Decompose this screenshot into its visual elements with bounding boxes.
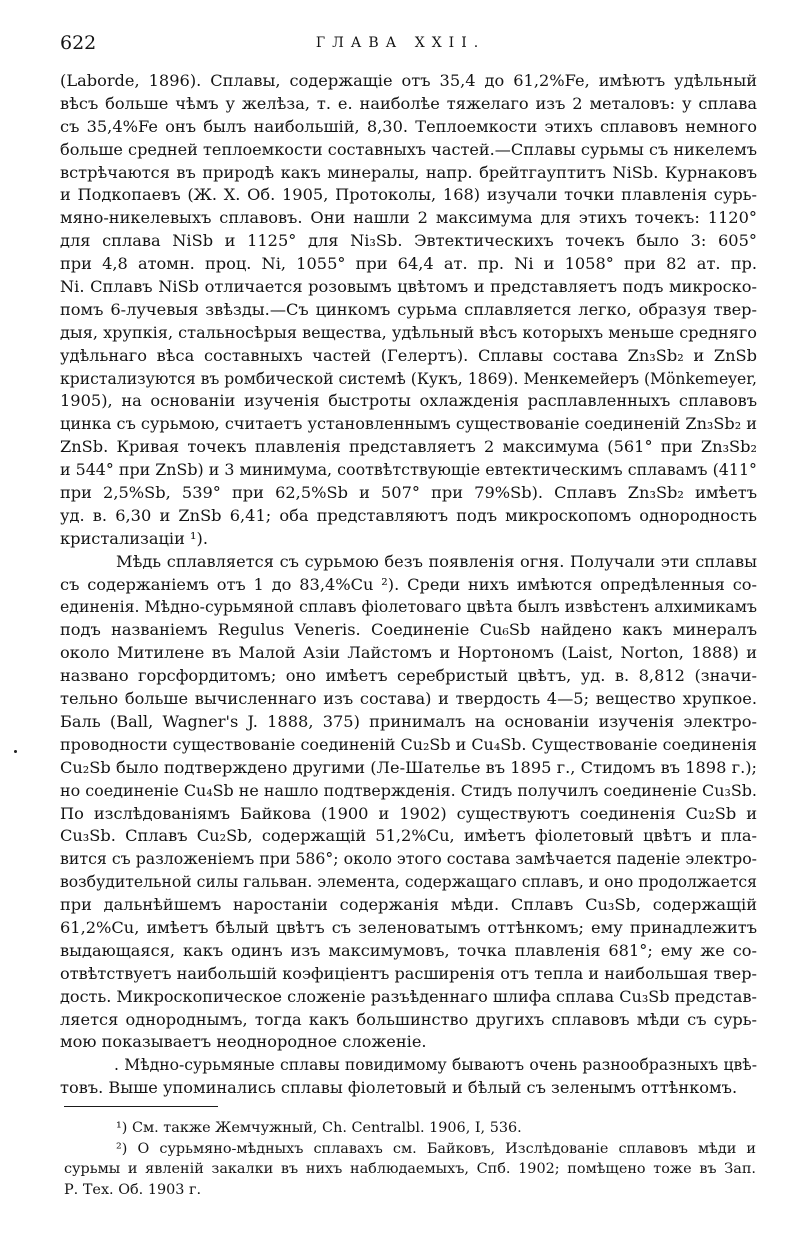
body-line: 1905), на основаніи изученія быстроты охлажденія расплавленныхъ сплавовъ <box>60 391 757 411</box>
body-text <box>60 70 757 1100</box>
body-line: Баль (Ball, Wagner's J. 1888, 375) принималъ на основаніи изученія электро- <box>60 711 757 731</box>
body-line: но соединеніе Cu₄Sb не нашло подтвержденія. Стидъ получилъ соединеніе Cu₃Sb. <box>60 780 757 800</box>
body-line: Cu₃Sb. Сплавъ Cu₂Sb, содержащій 51,2%Cu, имѣетъ фіолетовый цвѣтъ и пла- <box>60 826 757 846</box>
body-line: мою показываетъ неоднородное сложеніе. <box>60 1032 427 1052</box>
footnotes <box>64 1118 756 1200</box>
body-line: встрѣчаются въ природѣ какъ минералы, напр. брейтгауптитъ NiSb. Курнаковъ <box>60 162 757 182</box>
body-line: проводности существованіе соединеній Cu₂Sb и Cu₄Sb. Существованіе соединенія <box>60 734 757 754</box>
body-line: съ 35,4%Fe онъ былъ наибольшій, 8,30. Теплоемкости этихъ сплавовъ немного <box>60 116 757 136</box>
footnote-line: ²) О сурьмяно-мѣдныхъ сплавахъ см. Байковъ, Изслѣдованіе сплавовъ мѣди и <box>116 1140 756 1157</box>
body-line: единенія. Мѣдно-сурьмяной сплавъ фіолетоваго цвѣта былъ извѣстенъ алхимикамъ <box>60 597 757 617</box>
body-line: уд. в. 6,30 и ZnSb 6,41; оба представляютъ подъ микроскопомъ однородность <box>60 505 757 525</box>
body-line: при дальнѣйшемъ наростаніи содержанія мѣди. Сплавъ Cu₃Sb, содержащій <box>60 895 757 915</box>
body-line: вѣсъ больше чѣмъ у желѣза, т. е. наиболѣе тяжелаго изъ 2 металовъ: у сплава <box>60 93 757 113</box>
body-line: удѣльнаго вѣса составныхъ частей (Гелертъ). Сплавы состава Zn₃Sb₂ и ZnSb <box>60 345 757 365</box>
body-line: съ содержаніемъ отъ 1 до 83,4%Cu ²). Среди нихъ имѣются опредѣленныя со- <box>60 574 757 594</box>
body-line: около Митилене въ Малой Азіи Лайстомъ и Нортономъ (Laist, Norton, 1888) и <box>60 643 757 663</box>
footnote-line: Р. Тех. Об. 1903 г. <box>64 1181 202 1198</box>
body-line: Cu₂Sb было подтверждено другими (Ле-Шателье въ 1895 г., Стидомъ въ 1898 г.); <box>60 757 757 777</box>
body-line: ZnSb. Кривая точекъ плавленія представляетъ 2 максимума (561° при Zn₃Sb₂ <box>60 437 757 457</box>
body-line: Мѣдь сплавляется съ сурьмою безъ появленія огня. Получали эти сплавы <box>116 551 757 571</box>
body-line: больше средней теплоемкости составныхъ частей.—Сплавы сурьмы съ никелемъ <box>60 139 757 159</box>
body-line: ляется однороднымъ, тогда какъ большинство другихъ сплавовъ мѣди съ сурь- <box>60 1009 757 1029</box>
body-line: цинка съ сурьмою, считаетъ установленнымъ существованіе соединеній Zn₃Sb₂ и <box>60 414 757 434</box>
running-head: ГЛАВА XXII. <box>315 35 486 51</box>
footnote-rule <box>64 1106 218 1107</box>
body-line: и 544° при ZnSb) и 3 минимума, соотвѣтствующіе евтектическимъ сплавамъ (411° <box>60 460 757 480</box>
body-line: при 4,8 атомн. проц. Ni, 1055° при 64,4 ат. пр. Ni и 1058° при 82 ат. пр. <box>60 254 757 274</box>
footnote-line: сурьмы и явленій закалки въ нихъ наблюдаемыхъ, Спб. 1902; помѣщено тоже въ Зап. <box>64 1161 756 1177</box>
page-number: 622 <box>60 32 97 54</box>
body-line: возбудительной силы гальван. элемента, содержащаго сплавъ, и оно продолжается <box>60 872 757 892</box>
body-line: . Мѣдно-сурьмяные сплавы повидимому бываютъ очень разнообразныхъ цвѣ- <box>114 1055 757 1075</box>
body-line: дыя, хрупкія, стальносѣрыя вещества, удѣльный вѣсъ которыхъ меньше средняго <box>60 322 757 342</box>
body-line: кристализаціи ¹). <box>60 528 208 548</box>
body-line: выдающаяся, какъ одинъ изъ максимумовъ, точка плавленія 681°; ему же со- <box>60 940 757 960</box>
body-line: кристализуются въ ромбической системѣ (Кукъ, 1869). Менкемейеръ (Mönkemeyer, <box>60 368 757 388</box>
body-line: товъ. Выше упоминались сплавы фіолетовый и бѣлый съ зеленымъ оттѣнкомъ. <box>60 1078 738 1098</box>
body-line: Ni. Сплавъ NiSb отличается розовымъ цвѣтомъ и представляетъ подъ микроско- <box>60 277 757 297</box>
body-line: помъ 6-лучевыя звѣзды.—Съ цинкомъ сурьма сплавляется легко, образуя твер- <box>60 299 757 319</box>
body-line: По изслѣдованіямъ Байкова (1900 и 1902) существуютъ соединенія Cu₂Sb и <box>60 803 757 823</box>
body-line: 61,2%Cu, имѣетъ бѣлый цвѣтъ съ зеленоватымъ оттѣнкомъ; ему принадлежитъ <box>60 917 757 937</box>
body-line: для сплава NiSb и 1125° для Ni₃Sb. Эвтектическихъ точекъ было 3: 605° <box>60 231 757 251</box>
body-line: мяно-никелевыхъ сплавовъ. Они нашли 2 максимума для этихъ точекъ: 1120° <box>60 208 757 228</box>
body-line: вится съ разложеніемъ при 586°; около этого состава замѣчается паденіе электро- <box>60 849 757 869</box>
body-line: тельно больше вычисленнаго изъ состава) и твердость 4—5; вещество хрупкое. <box>60 689 757 709</box>
footnote-line: ¹) См. также Жемчужный, Ch. Centralbl. 1906, I, 536. <box>116 1120 522 1136</box>
body-line: дость. Микроскопическое сложеніе разъѣденнаго шлифа сплава Cu₃Sb представ- <box>60 986 757 1006</box>
body-line: и Подкопаевъ (Ж. Х. Об. 1905, Протоколы, 168) изучали точки плавленія сурь- <box>60 185 757 205</box>
body-line: отвѣтствуетъ наибольшій коэфиціентъ расширенія отъ тепла и наибольшая твер- <box>60 963 757 983</box>
margin-mark <box>14 750 17 753</box>
body-line: подъ названіемъ Regulus Veneris. Соединеніе Cu₆Sb найдено какъ минералъ <box>60 620 757 640</box>
body-line: при 2,5%Sb, 539° при 62,5%Sb и 507° при 79%Sb). Сплавъ Zn₃Sb₂ имѣетъ <box>60 483 757 503</box>
body-line: (Laborde, 1896). Сплавы, содержащіе отъ 35,4 до 61,2%Fe, имѣютъ удѣльный <box>60 71 757 90</box>
body-line: названо горсфордитомъ; оно имѣетъ серебристый цвѣтъ, уд. в. 8,812 (значи- <box>60 666 757 686</box>
